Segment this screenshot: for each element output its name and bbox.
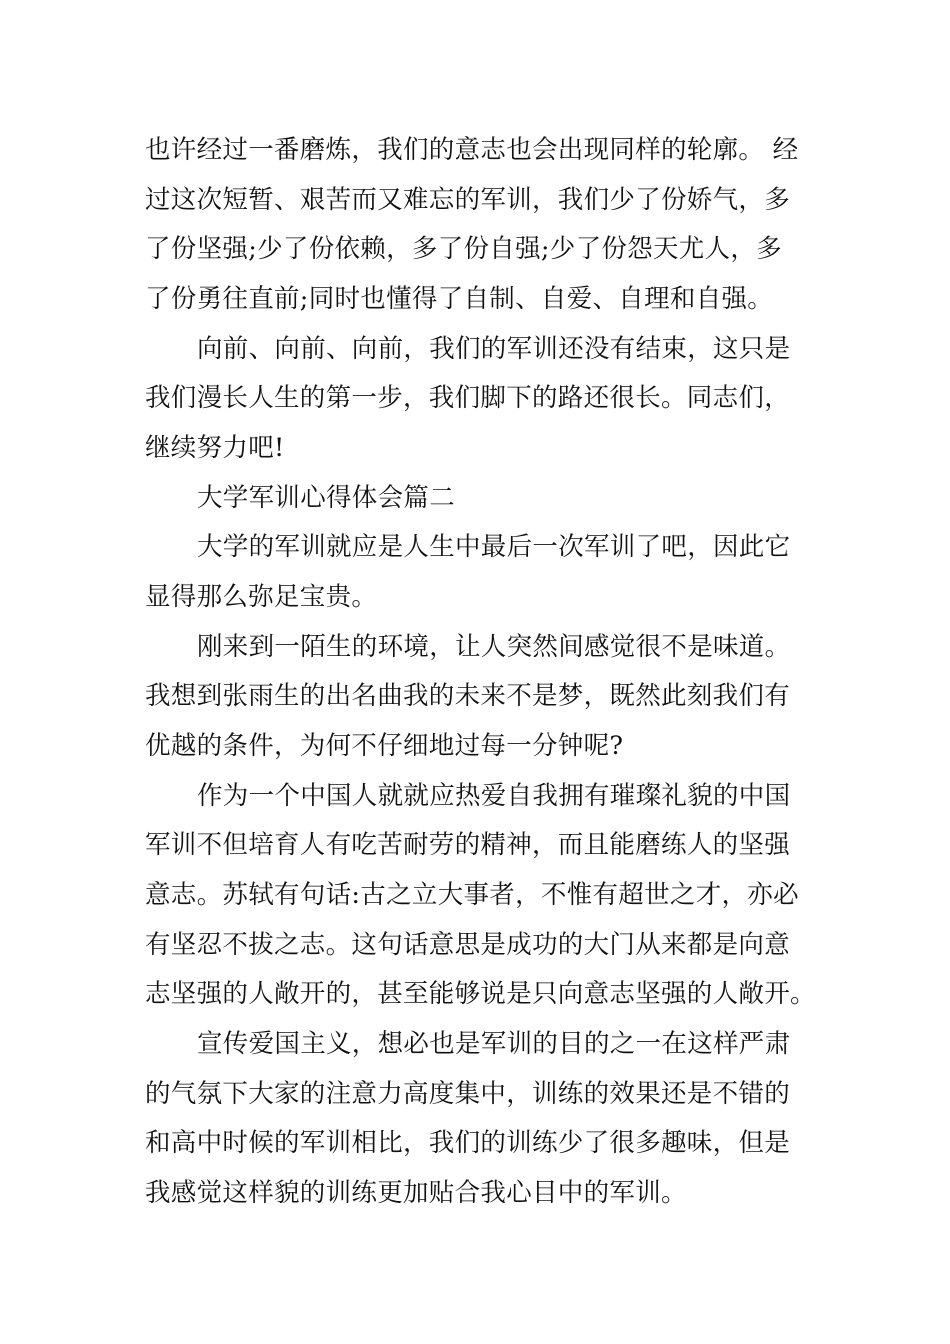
text-line: 刚来到一陌生的环境，让人突然间感觉很不是味道。 <box>197 632 791 662</box>
text-line: 意志。苏轼有句话:古之立大事者，不惟有超世之才，亦必 <box>145 880 799 910</box>
text-line: 显得那么弥足宝贵。 <box>145 582 378 612</box>
text-line: 了份坚强;少了份依赖，多了份自强;少了份怨天尤人，多 <box>145 234 782 264</box>
text-line: 有坚忍不拔之志。这句话意思是成功的大门从来都是向意 <box>145 930 791 960</box>
text-line: 我想到张雨生的出名曲我的未来不是梦，既然此刻我们有 <box>145 681 791 711</box>
text-line: 过这次短暂、艰苦而又难忘的军训，我们少了份娇气，多 <box>145 185 791 215</box>
text-line: 宣传爱国主义，想必也是军训的目的之一在这样严肃 <box>197 1029 791 1059</box>
text-line: 军训不但培育人有吃苦耐劳的精神，而且能磨练人的坚强 <box>145 830 791 860</box>
text-line: 作为一个中国人就就应热爱自我拥有璀璨礼貌的中国 <box>197 781 791 811</box>
text-line: 志坚强的人敞开的，甚至能够说是只向意志坚强的人敞开。 <box>145 979 816 1009</box>
text-line: 的气氛下大家的注意力高度集中，训练的效果还是不错的 <box>145 1079 791 1109</box>
text-line: 和高中时候的军训相比，我们的训练少了很多趣味，但是 <box>145 1128 791 1158</box>
text-line: 我感觉这样貌的训练更加贴合我心目中的军训。 <box>145 1178 687 1208</box>
section-heading: 大学军训心得体会篇二 <box>197 483 456 513</box>
text-line: 我们漫长人生的第一步，我们脚下的路还很长。同志们， <box>145 383 791 413</box>
text-line: 向前、向前、向前，我们的军训还没有结束，这只是 <box>197 334 791 364</box>
text-line: 优越的条件，为何不仔细地过每一分钟呢? <box>145 731 624 761</box>
text-line: 继续努力吧! <box>145 433 285 463</box>
text-line: 大学的军训就应是人生中最后一次军训了吧，因此它 <box>197 532 791 562</box>
text-line: 了份勇往直前;同时也懂得了自制、自爱、自理和自强。 <box>145 284 774 314</box>
text-line: 也许经过一番磨炼，我们的意志也会出现同样的轮廓。 经 <box>145 135 799 165</box>
